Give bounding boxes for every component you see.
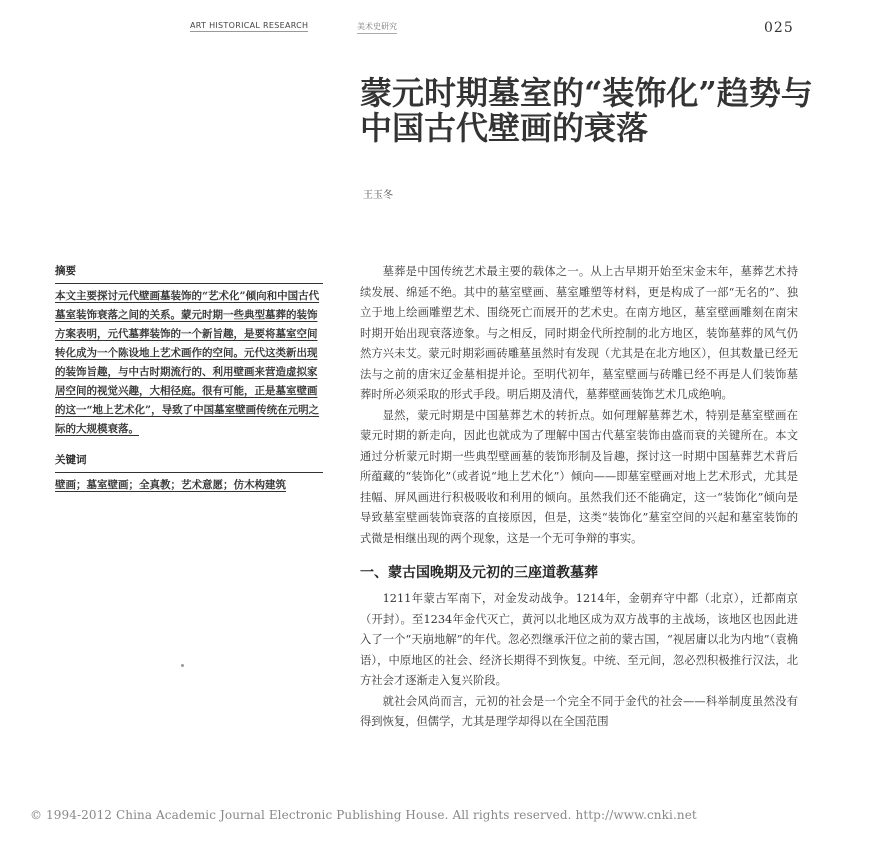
copyright-footer: © 1994-2012 China Academic Journal Electronic Publishing House. All rights reserved. http://www.cnki.net xyxy=(30,808,697,822)
stray-mark xyxy=(181,664,184,667)
abstract-text: 本文主要探讨元代壁画墓装饰的“艺术化”倾向和中国古代墓室装饰衰落之间的关系。蒙元时期一些典型墓葬的装饰方案表明，元代墓葬装饰的一个新旨趣，是要将墓室空间转化成为一个陈设地上艺术画作的空间。元代这类新出现的装饰旨趣，与中古时期流行的、利用壁画来营造虚拟家居空间的视觉兴趣，大相径庭。很有可能，正是墓室壁画的这一“地上艺术化”，导致了中国墓室壁画传统在元明之际的大规模衰落。 xyxy=(55,283,323,439)
article-author: 王玉冬 xyxy=(363,190,393,201)
page-number: 025 xyxy=(764,20,794,36)
article-title: 蒙元时期墓室的“装饰化”趋势与中国古代壁画的衰落 xyxy=(360,74,813,147)
section-heading: 一、蒙古国晚期及元初的三座道教墓葬 xyxy=(360,565,598,581)
journal-name-cn: 美术史研究 xyxy=(357,21,397,34)
journal-name-en: ART HISTORICAL RESEARCH xyxy=(190,21,309,30)
body-paragraph: 就社会风尚而言，元初的社会是一个完全不同于金代的社会——科举制度虽然没有得到恢复，但儒学，尤其是理学却得以在全国范围 xyxy=(360,694,798,728)
body-paragraph: 墓葬是中国传统艺术最主要的载体之一。从上古早期开始至宋金末年，墓葬艺术持续发展、绵延不绝。其中的墓室壁画、墓室雕塑等材料，更是构成了一部“无名的”、独立于地上绘画雕塑艺术、围绕死亡而展开的艺术史。在南方地区，墓室壁画雕刻在南宋时期开始出现衰落迹象。与之相反，同时期金代所控制的北方地区，装饰墓葬的风气仍然方兴未艾。蒙元时期彩画砖雕墓虽然时有发现（尤其是在北方地区），但其数量已经无法与之前的唐宋辽金墓相提并论。至明代初年，墓室壁画与砖雕已经不再是人们装饰墓葬时所必须采取的形式手段。明后期及清代，墓葬壁画装饰艺术几成绝响。 xyxy=(360,265,798,401)
body-column xyxy=(360,262,798,733)
body-paragraph: 显然，蒙元时期是中国墓葬艺术的转折点。如何理解墓葬艺术，特别是墓室壁画在蒙元时期的新走向，因此也就成为了理解中国古代墓室装饰由盛而衰的关键所在。本文通过分析蒙元时期一些典型壁画墓的装饰形制及旨趣，探讨这一时期中国墓葬艺术背后所蕴藏的“装饰化”（或者说“地上艺术化”）倾向——即墓室壁画对地上艺术形式，尤其是挂幅、屏风画进行积极吸收和利用的倾向。虽然我们还不能确定，这一“装饰化”倾向是导致墓室壁画装饰衰落的直接原因，但是，这类“装饰化”墓室空间的兴起和墓室装饰的式微是相继出现的两个现象，这是一个无可争辩的事实。 xyxy=(360,408,798,545)
keywords-heading: 关键词 xyxy=(55,454,87,466)
body-paragraph: 1211年蒙古军南下，对金发动战争。1214年，金朝弃守中都（北京），迁都南京（开封）。至1234年金代灭亡，黄河以北地区成为双方战事的主战场，该地区也因此进入了一个“天崩地解”的年代。忽必烈继承汗位之前的蒙古国，“视居庸以北为内地”（袁桷语），中原地区的社会、经济长期得不到恢复。中统、至元间，忽必烈积极推行汉法，北方社会才逐渐走入复兴阶段。 xyxy=(360,592,798,687)
abstract-column xyxy=(55,262,323,495)
keywords-text: 壁画；墓室壁画；全真教；艺术意愿；仿木构建筑 xyxy=(55,472,323,495)
abstract-heading: 摘要 xyxy=(55,265,76,277)
